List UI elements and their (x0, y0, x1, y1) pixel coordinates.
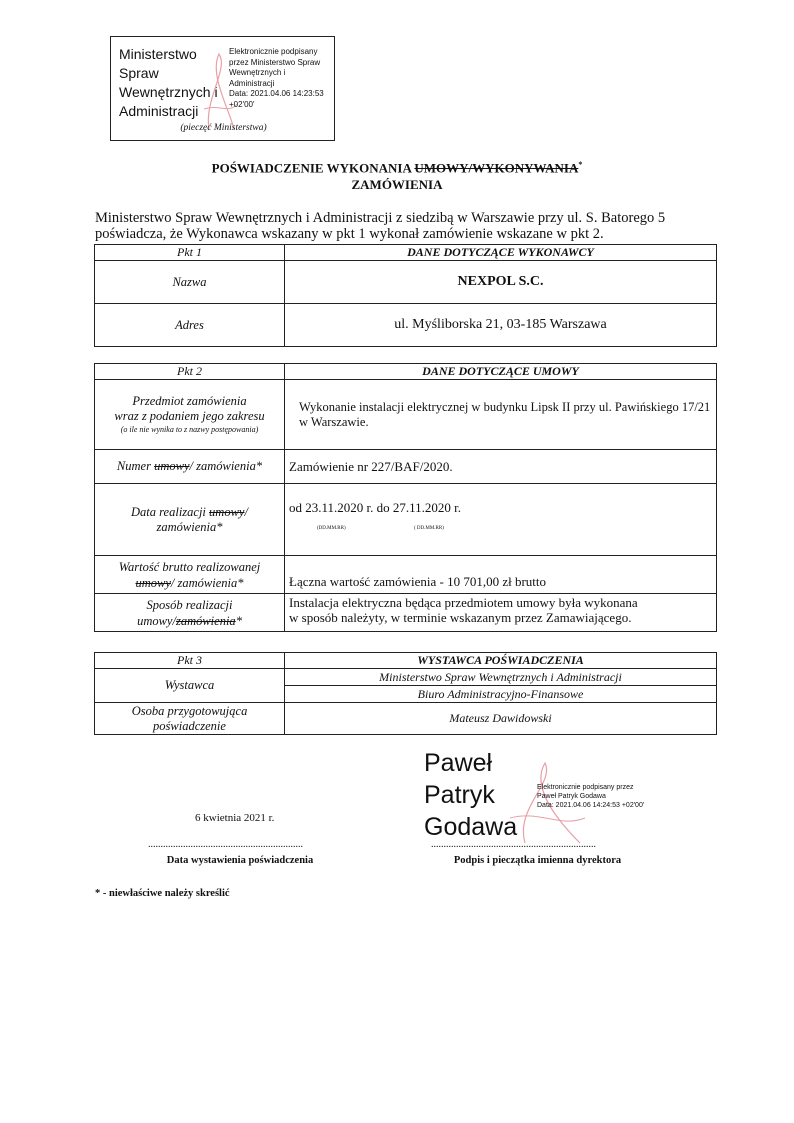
pkt1-header: DANE DOTYCZĄCE WYKONAWCY (285, 245, 717, 261)
sig-line: Paweł Patryk Godawa (537, 793, 606, 800)
method-value (285, 594, 717, 632)
issuer-table (94, 652, 717, 735)
intro-paragraph: Ministerstwo Spraw Wewnętrznych i Administracji z siedzibą w Warszawie przy ul. S. Batorego 5 poświadcza, że Wykonawca wskazany w pkt 1 wykonał zamówienie wskazane w pkt 2. (95, 210, 666, 242)
document-title-line2: ZAMÓWIENIA (351, 177, 443, 192)
label-part: / zamówienia* (170, 575, 244, 590)
date-caption: Data wystawienia poświadczenia (166, 855, 314, 866)
issuer-value1: Ministerstwo Spraw Wewnętrznych i Administracji (285, 669, 717, 686)
date-value: od 23.11.2020 r. do 27.11.2020 r. (289, 500, 462, 515)
method-label (95, 594, 285, 632)
subject-label-line2: wraz z podaniem jego zakresu (114, 409, 265, 423)
sig-line: Data: 2021.04.06 14:24:53 +02'00' (537, 802, 645, 809)
subject-label (95, 380, 285, 450)
subject-label-line1: Przedmiot zamówienia (132, 394, 247, 408)
subject-value: Wykonanie instalacji elektrycznej w budynku Lipsk II przy ul. Pawińskiego 17/21 w Warszawie. (285, 380, 717, 450)
sig-line: Elektronicznie podpisany przez (537, 784, 634, 791)
label-part: Numer (116, 459, 155, 473)
label-part: umowy/ (137, 613, 176, 628)
number-label (95, 450, 285, 484)
pkt2-header: DANE DOTYCZĄCE UMOWY (285, 364, 717, 380)
label-part: zamówienia* (156, 519, 223, 534)
contractor-address-label: Adres (95, 304, 285, 347)
label-part: Sposób realizacji (146, 597, 233, 612)
date-hint-end: ( DD.MM.RR) (414, 526, 444, 531)
ministry-stamp (110, 36, 335, 141)
sig-line: Administracji (229, 78, 275, 88)
issuer-label: Wystawca (95, 669, 285, 703)
number-value: Zamówienie nr 227/BAF/2020. (285, 450, 717, 484)
sig-line: Elektronicznie podpisany (229, 47, 318, 56)
contractor-name-label: Nazwa (95, 261, 285, 304)
label-struck: umowy (154, 459, 190, 473)
title-part: POŚWIADCZENIE WYKONANIA (211, 160, 415, 176)
date-dotted-line: .............................................................. (148, 839, 303, 850)
contractor-address-value: ul. Myśliborska 21, 03-185 Warszawa (285, 304, 717, 347)
date-value-cell (285, 484, 717, 556)
stamp-ministry-name: Ministerstwo Spraw Wewnętrznych i Administracji (119, 46, 218, 119)
pkt3-label: Pkt 3 (95, 653, 285, 669)
stamp-caption: (pieczęć Ministerstwa) (180, 123, 267, 133)
label-part: / zamówienia* (189, 459, 263, 473)
sig-name-line: Godawa (424, 813, 518, 841)
issue-date: 6 kwietnia 2021 r. (195, 812, 275, 824)
document-title (0, 160, 794, 176)
label-part: * (235, 613, 242, 628)
method-line1: Instalacja elektryczna będąca przedmiotem umowy była wykonana (289, 595, 638, 610)
sig-line: Wewnętrznych i (229, 68, 286, 77)
date-hint-start: (DD.MM.RR) (317, 526, 346, 531)
label-struck: umowy (209, 504, 245, 519)
sig-name-line: Patryk (424, 781, 495, 809)
value-value: Łączna wartość zamówienia - 10 701,00 zł brutto (285, 556, 717, 594)
person-value: Mateusz Dawidowski (285, 703, 717, 735)
contract-table (94, 363, 717, 632)
sig-line: Data: 2021.04.06 14:23:53 (229, 89, 324, 98)
issuer-value2: Biuro Administracyjno-Finansowe (285, 686, 717, 703)
title-struck: UMOWY/WYKONYWANIA (414, 160, 579, 176)
value-label (95, 556, 285, 594)
label-part: Data realizacji (131, 504, 210, 519)
pkt2-label: Pkt 2 (95, 364, 285, 380)
subject-note: (o ile nie wynika to z nazwy postępowania) (120, 425, 259, 434)
sig-name-line: Paweł (424, 749, 493, 777)
label-part: Wartość brutto realizowanej (118, 559, 261, 574)
person-label: Osoba przygotowująca poświadczenie (95, 703, 285, 735)
footnote: * - niewłaściwe należy skreślić (95, 888, 230, 899)
sig-line: przez Ministerstwo Spraw (229, 57, 321, 67)
contractor-name-value: NEXPOL S.C. (285, 261, 717, 304)
label-struck: umowy (135, 575, 171, 590)
pkt3-header: WYSTAWCA POŚWIADCZENIA (285, 653, 717, 669)
director-signature-info (537, 783, 697, 810)
label-struck: zamówienia (175, 613, 236, 628)
signature-dotted-line: .................................................................. (431, 839, 596, 850)
stamp-signature-info (229, 47, 333, 110)
method-line2: w sposób należyty, w terminie wskazanym przez Zamawiającego. (289, 610, 632, 625)
title-star: * (578, 160, 583, 169)
pkt1-label: Pkt 1 (95, 245, 285, 261)
date-label (95, 484, 285, 556)
sig-line: +02'00' (229, 99, 255, 109)
label-part: / (244, 504, 248, 519)
contractor-table (94, 244, 717, 347)
signature-caption: Podpis i pieczątka imienna dyrektora (453, 855, 622, 866)
